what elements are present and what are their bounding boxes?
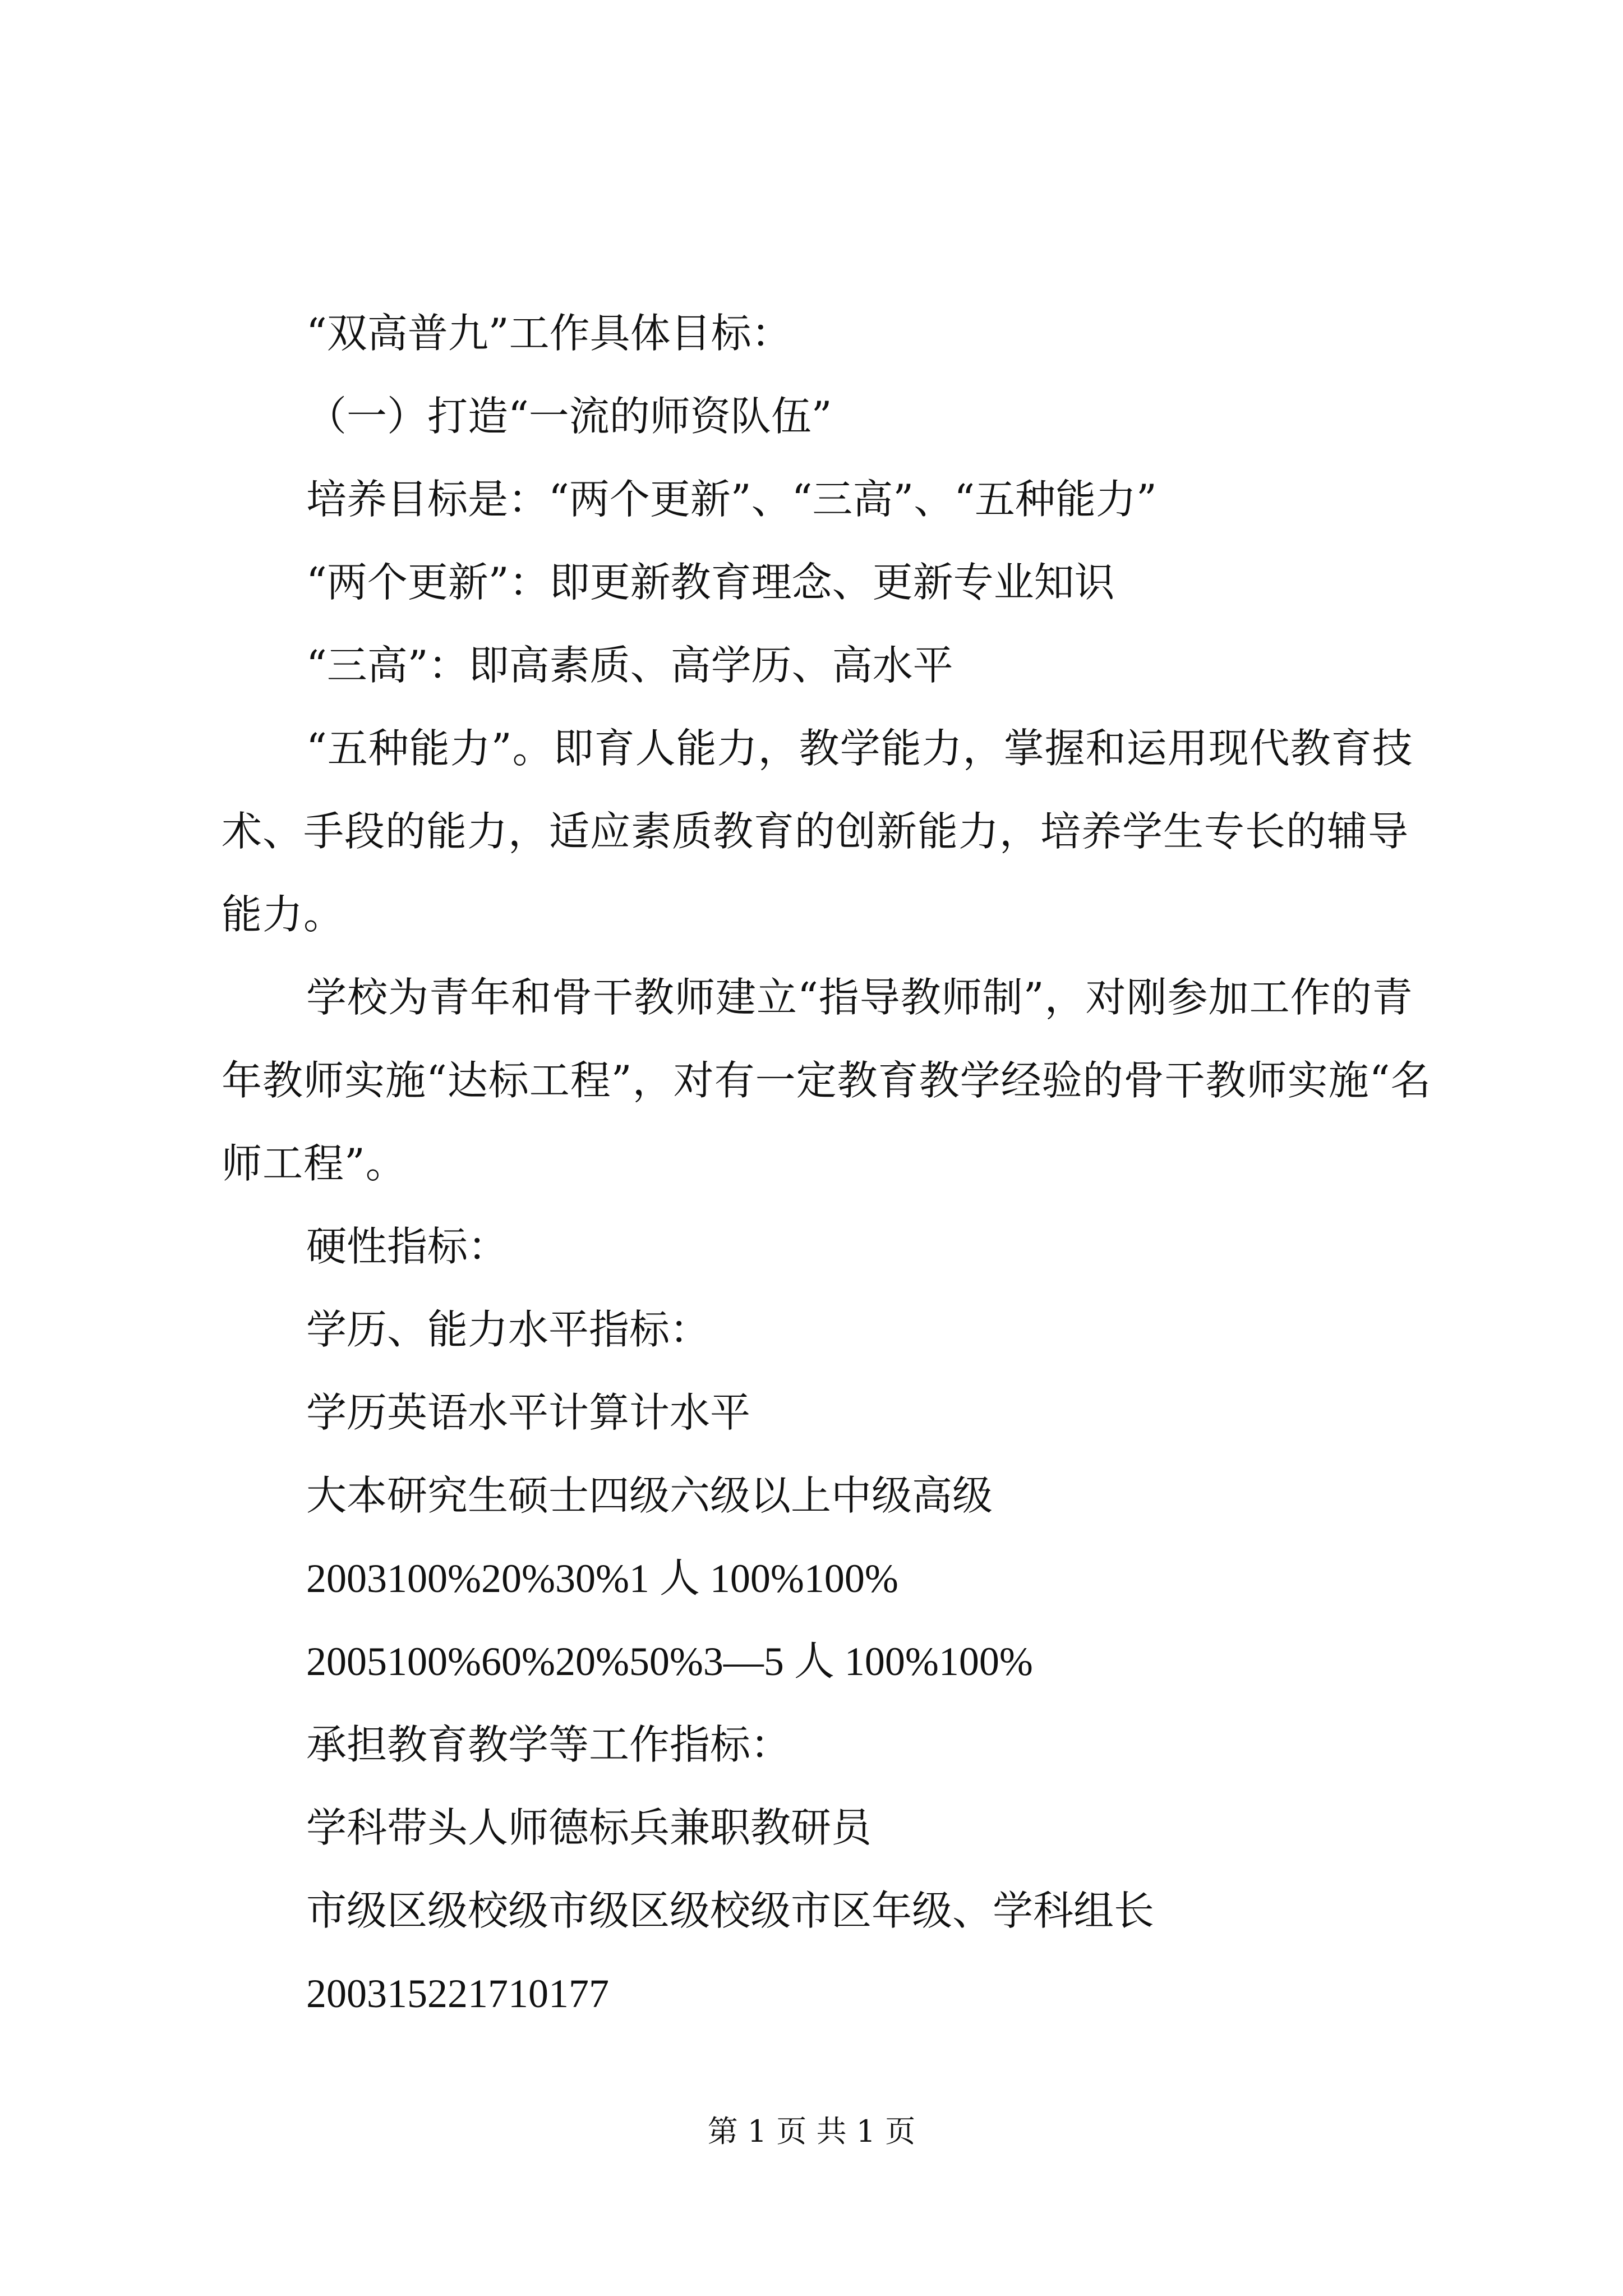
- three-highs-paragraph: “三高”：即高素质、高学历、高水平: [306, 642, 953, 689]
- mentor-system-paragraph: 学校为青年和骨干教师建立“指导教师制”，对刚参加工作的青年教师实施“达标工程”，对有一定教育教学经验的骨干教师实施“名师工程”。: [222, 974, 1432, 1187]
- hard-indicators-heading: 硬性指标：: [306, 1223, 509, 1270]
- education-ability-indicators-heading: 学历、能力水平指标：: [306, 1306, 711, 1353]
- goals-heading: “双高普九”工作具体目标：: [306, 310, 792, 357]
- five-abilities-paragraph: “五种能力”。即育人能力，教学能力，掌握和运用现代教育技术、手段的能力，适应素质教育的创新能力，培养学生专长的辅导能力。: [222, 725, 1413, 938]
- indicator-row-2005: 2005100%60%20%50%3—5 人 100%100%: [306, 1639, 1033, 1684]
- roles-subcolumns-line: 市级区级校级市级区级校级市区年级、学科组长: [306, 1887, 1155, 1934]
- roles-row-2003: 200315221710177: [306, 1971, 609, 2016]
- indicator-subcolumns-line: 大本研究生硕士四级六级以上中级高级: [306, 1472, 993, 1519]
- two-updates-paragraph: “两个更新”：即更新教育理念、更新专业知识: [306, 559, 1115, 606]
- section-heading-faculty: （一）打造“一流的师资队伍”: [306, 393, 832, 440]
- page-footer: [0, 2112, 1623, 2151]
- training-goals-paragraph: 培养目标是：“两个更新”、“三高”、“五种能力”: [306, 476, 1157, 523]
- teaching-work-indicators-heading: 承担教育教学等工作指标：: [306, 1721, 791, 1768]
- document-body: [222, 292, 1438, 2035]
- indicator-row-2003: 2003100%20%30%1 人 100%100%: [306, 1556, 898, 1601]
- page-number-label: 第 1 页 共 1 页: [707, 2114, 916, 2149]
- indicator-columns-line: 学历英语水平计算计水平: [306, 1389, 751, 1436]
- roles-columns-line: 学科带头人师德标兵兼职教研员: [306, 1804, 872, 1851]
